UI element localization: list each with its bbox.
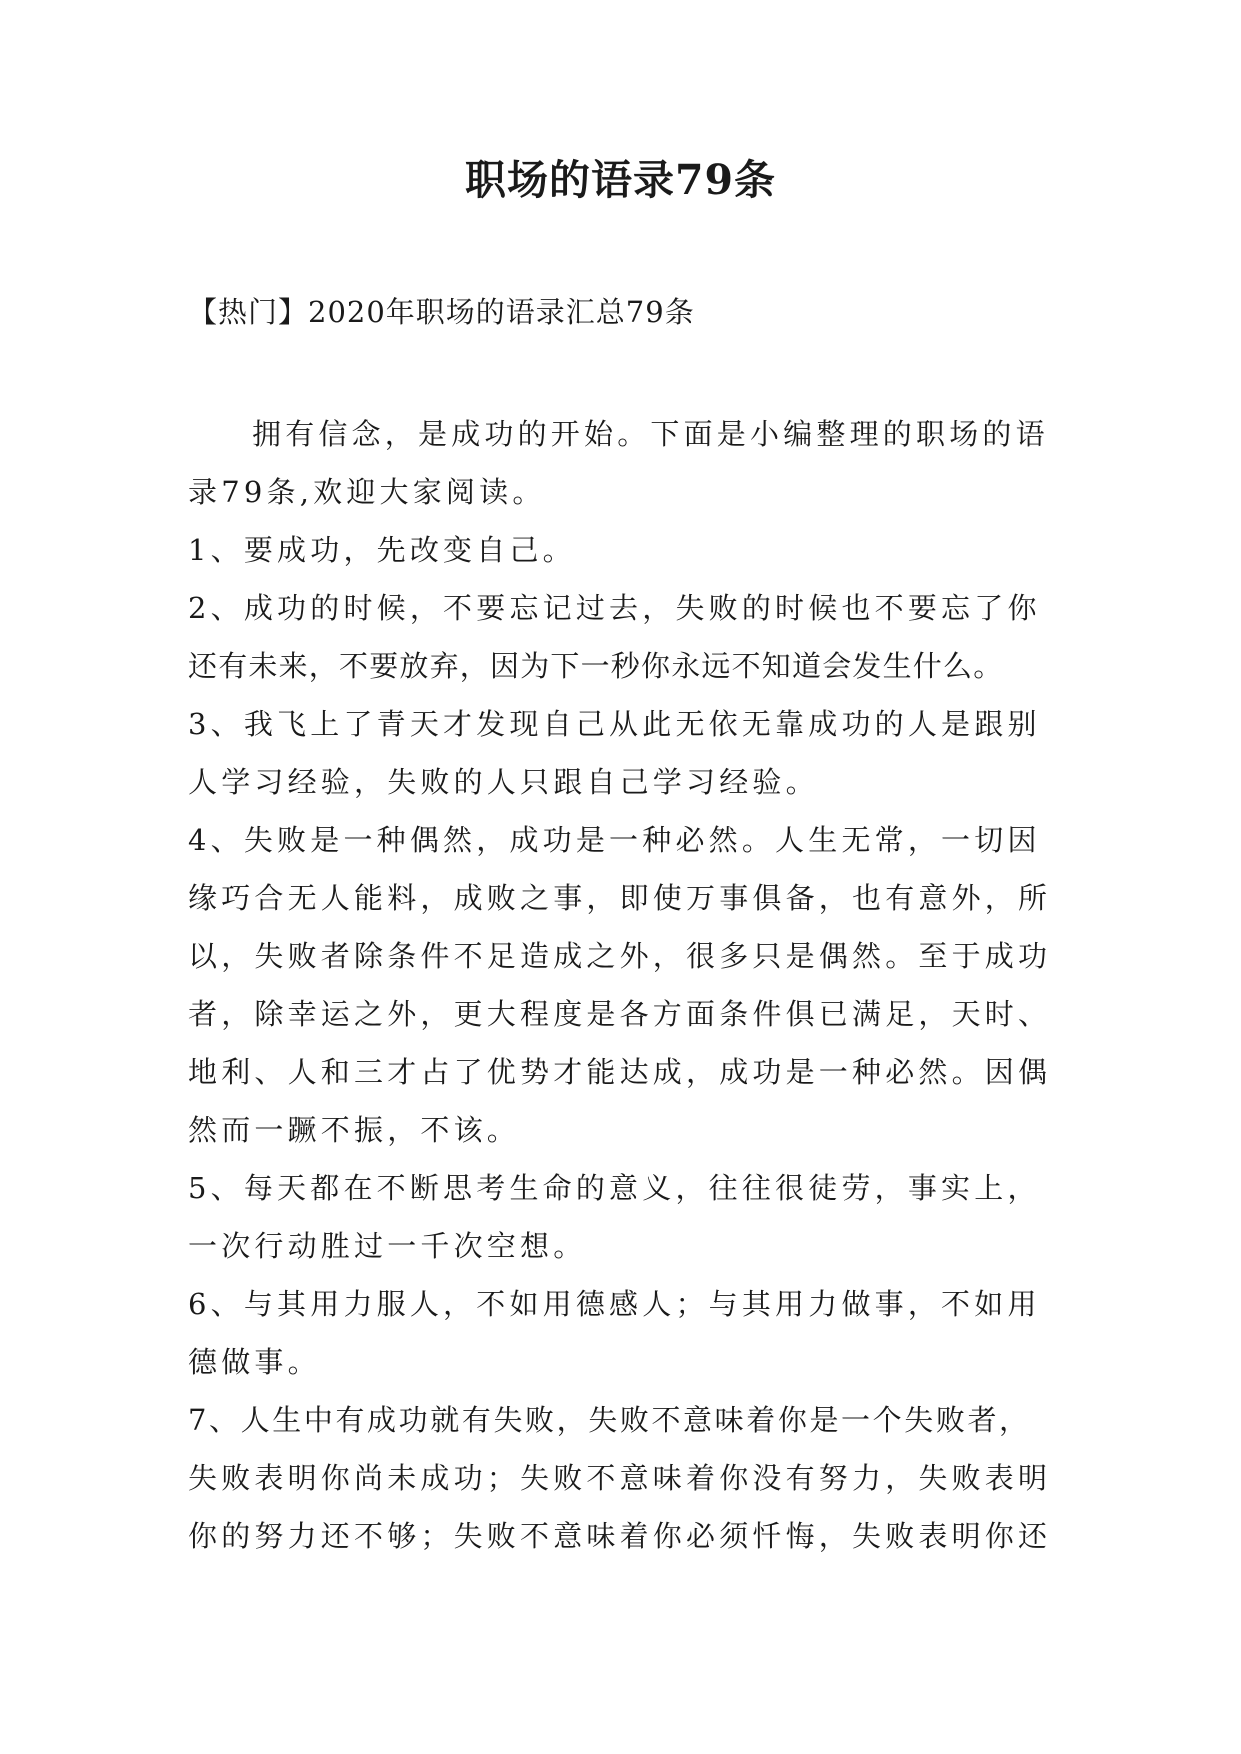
body-line: 以，失败者除条件不足造成之外，很多只是偶然。至于成功: [188, 939, 1052, 973]
document-title: 职场的语录79条: [464, 156, 777, 204]
body-line: 地利、人和三才占了优势才能达成，成功是一种必然。因偶: [188, 1055, 1052, 1089]
body-line: 你的努力还不够；失败不意味着你必须忏悔，失败表明你还: [188, 1519, 1052, 1553]
body-line: 1、要成功，先改变自己。: [188, 533, 576, 567]
body-line: 5、每天都在不断思考生命的意义，往往很徒劳，事实上，: [188, 1171, 1041, 1205]
body-line: 德做事。: [188, 1345, 321, 1379]
document-subtitle: 【热门】2020年职场的语录汇总79条: [188, 295, 695, 329]
body-line: 2、成功的时候，不要忘记过去，失败的时候也不要忘了你: [188, 591, 1041, 625]
body-line: 人学习经验，失败的人只跟自己学习经验。: [188, 765, 819, 799]
body-line: 6、与其用力服人，不如用德感人；与其用力做事，不如用: [188, 1287, 1041, 1321]
body-line: 4、失败是一种偶然，成功是一种必然。人生无常，一切因: [188, 823, 1041, 857]
body-line: 3、我飞上了青天才发现自己从此无依无靠成功的人是跟别: [188, 707, 1041, 741]
body-line: 7、人生中有成功就有失败，失败不意味着你是一个失败者，: [188, 1403, 1031, 1437]
body-line: 一次行动胜过一千次空想。: [188, 1229, 587, 1263]
body-line: 然而一蹶不振，不该。: [188, 1113, 521, 1147]
body-line: 失败表明你尚未成功；失败不意味着你没有努力，失败表明: [188, 1461, 1052, 1495]
body-line: 者，除幸运之外，更大程度是各方面条件俱已满足，天时、: [188, 997, 1052, 1031]
body-line: 缘巧合无人能料，成败之事，即使万事俱备，也有意外，所: [188, 881, 1052, 915]
document-body: [188, 405, 1058, 1565]
body-line: 拥有信念，是成功的开始。下面是小编整理的职场的语: [252, 417, 1049, 451]
body-line: 还有未来，不要放弃，因为下一秒你永远不知道会发生什么。: [188, 649, 1004, 683]
body-line: 录79条,欢迎大家阅读。: [188, 475, 546, 509]
